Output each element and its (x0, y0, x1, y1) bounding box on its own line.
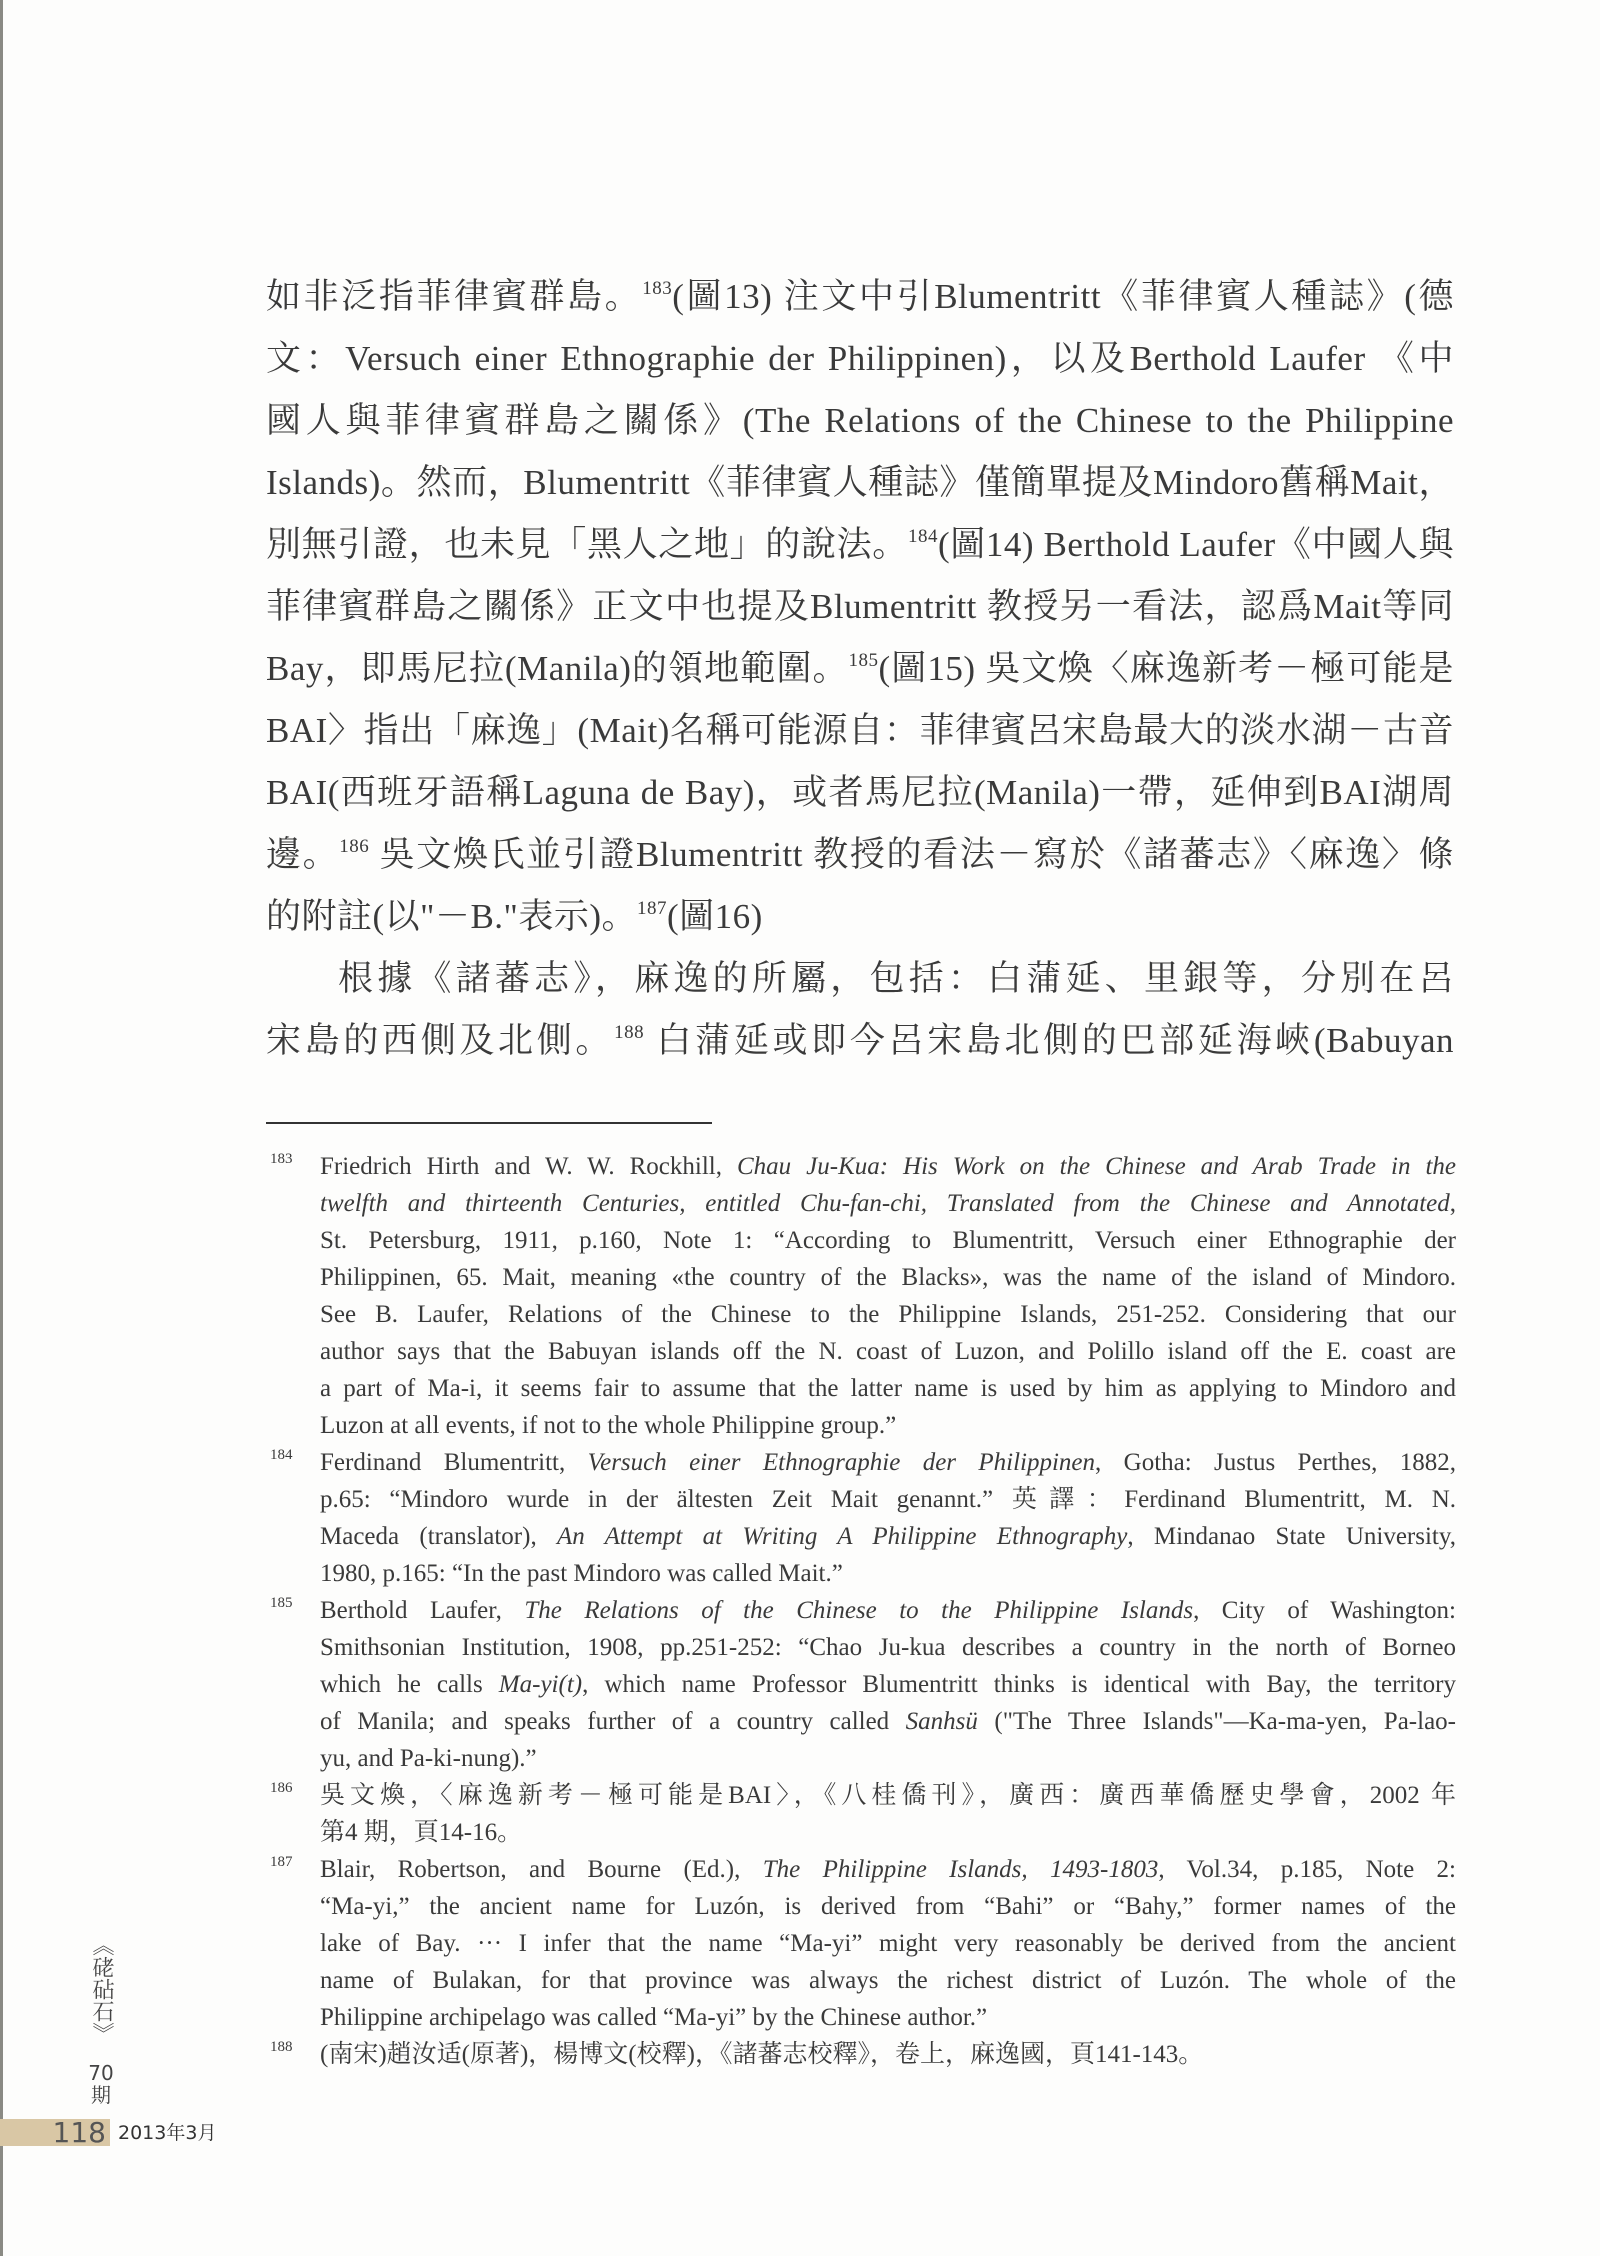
text-run: 1980, p.165: “In the past Mindoro was called Mait.” (320, 1560, 843, 1587)
footnote-line (320, 1851, 1456, 1888)
footnote-line (320, 1962, 1456, 1999)
text-run: (圖16) (666, 897, 763, 936)
journal-title: 《硓砧石》 (89, 1934, 114, 2044)
italic-title: twelfth and thirteenth Centuries, entitled Chu-fan-chi, Translated from the Chinese and Annotated (320, 1190, 1450, 1217)
body-line (266, 1010, 1454, 1072)
text-run: Islands)。然而，Blumentritt《菲律賓人種誌》僅簡單提及Mindoro舊稱Mait， (266, 463, 1454, 502)
text-run: Maceda (translator), (320, 1523, 558, 1550)
footnote-line (320, 1481, 1456, 1518)
page-edge (0, 0, 3, 2256)
body-line (266, 514, 1454, 576)
footnote-line (320, 1925, 1456, 1962)
text-run: Philippine archipelago was called “Ma-yi” by the Chinese author.” (320, 2004, 988, 2031)
text-run: 宋島的西側及北側。 (266, 1021, 615, 1060)
text-run: (南宋)趙汝适(原著)，楊博文(校釋)，《諸蕃志校釋》，卷上，麻逸國，頁141-143。 (320, 2041, 1204, 2068)
footnote (266, 1777, 1456, 1851)
footnote-ref: 186 (339, 836, 370, 857)
text-run: 文：Versuch einer Ethnographie der Philippinen)，以及Berthold Laufer 《中 (266, 339, 1454, 378)
text-run: lake of Bay. ··· I infer that the name “Ma-yi” might very reasonably be derived from the ancient (320, 1930, 1456, 1957)
text-run: 的附註(以"－B."表示)。 (266, 897, 637, 936)
text-run: Philippinen, 65. Mait, meaning «the country of the Blacks», was the name of the island of Mindoro. (320, 1264, 1456, 1291)
text-run: p.65: “Mindoro wurde in der ältesten Zeit Mait genannt.” 英譯：Ferdinand Blumentritt, M. N. (320, 1486, 1456, 1513)
footnote (266, 1444, 1456, 1592)
footnote-line (320, 1740, 1456, 1777)
body-line (266, 886, 1454, 948)
text-run: “Ma-yi,” the ancient name for Luzón, is derived from “Bahi” or “Bahy,” former names of the (320, 1893, 1456, 1920)
text-run: Smithsonian Institution, 1908, pp.251-252: “Chao Ju-kua describes a country in the north of Borneo (320, 1634, 1456, 1661)
footnote-number: 186 (270, 1780, 293, 1796)
text-run: 別無引證，也未見「黑人之地」的說法。 (266, 525, 908, 564)
footnote-line (320, 1333, 1456, 1370)
italic-title: An Attempt at Writing A Philippine Ethnography (557, 1523, 1128, 1550)
text-run: name of Bulakan, for that province was always the richest district of Luzón. The whole of the (320, 1967, 1456, 1994)
footnote-number: 183 (270, 1151, 293, 1167)
footnote-line (320, 1185, 1456, 1222)
body-line (266, 576, 1454, 638)
text-run: , Mindanao State University, (1127, 1523, 1456, 1550)
page-number: 118 (52, 2116, 106, 2149)
text-run: Friedrich Hirth and W. W. Rockhill, (320, 1153, 737, 1180)
footnote-ref: 187 (636, 898, 667, 919)
text-run: Luzon at all events, if not to the whole Philippine group.” (320, 1412, 897, 1439)
text-run: See B. Laufer, Relations of the Chinese to the Philippine Islands, 251-252. Considering that our (320, 1301, 1456, 1328)
text-run: 第4 期，頁14-16。 (320, 1819, 523, 1846)
footnote-line (320, 1407, 1456, 1444)
text-run: , which name Professor Blumentritt thinks is identical with Bay, the territory (582, 1671, 1456, 1698)
footnote-number: 187 (270, 1854, 293, 1870)
footnote-line (320, 1148, 1456, 1185)
text-run: ("The Three Islands"—Ka-ma-yen, Pa-lao- (977, 1708, 1456, 1735)
italic-title: The Philippine Islands, 1493-1803 (762, 1856, 1159, 1883)
footnote-ref: 183 (642, 278, 673, 299)
footnote-ref: 185 (848, 650, 879, 671)
text-run: 邊。 (266, 835, 340, 874)
body-line (266, 266, 1454, 328)
text-run: of Manila; and speaks further of a country called (320, 1708, 906, 1735)
footnote-line (320, 1703, 1456, 1740)
text-run: (圖15) 吳文煥〈麻逸新考－極可能是 (878, 649, 1454, 688)
italic-title: Versuch einer Ethnographie der Philippinen (587, 1449, 1096, 1476)
italic-title: Ma-yi(t) (498, 1671, 583, 1698)
text-run: 菲律賓群島之關係》正文中也提及Blumentritt 教授另一看法，認爲Mait等同 (266, 587, 1454, 626)
footnote-line (320, 1777, 1456, 1814)
italic-title: Chau Ju-Kua: His Work on the Chinese and Arab Trade in the (736, 1153, 1456, 1180)
body-line (266, 328, 1454, 390)
footnotes (266, 1148, 1456, 2073)
issue-date: 2013年3月 (118, 2122, 217, 2144)
footnote-line (320, 1666, 1456, 1703)
text-run: , Vol.34, p.185, Note 2: (1158, 1856, 1456, 1883)
text-run: St. Petersburg, 1911, p.160, Note 1: “According to Blumentritt, Versuch einer Ethnographie der (320, 1227, 1456, 1254)
text-run: 吳文煥，〈麻逸新考－極可能是BAI〉，《八桂僑刊》，廣西：廣西華僑歷史學會，2002 年 (320, 1782, 1456, 1809)
text-run: yu, and Pa-ki-nung).” (320, 1745, 537, 1772)
footnote-line (320, 1814, 1456, 1851)
body-line (266, 824, 1454, 886)
text-run: which he calls (320, 1671, 499, 1698)
footnote-number: 184 (270, 1447, 293, 1463)
text-run: Berthold Laufer, (320, 1597, 525, 1624)
text-run: (圖13) 注文中引Blumentritt《菲律賓人種誌》(德 (672, 277, 1454, 316)
footnote-ref: 188 (614, 1022, 645, 1043)
footnote-number: 185 (270, 1595, 293, 1611)
footnote-line (320, 1259, 1456, 1296)
footnote (266, 2036, 1456, 2073)
footnote (266, 1148, 1456, 1444)
text-run: a part of Ma-i, it seems fair to assume that the latter name is used by him as applying to Mindoro and (320, 1375, 1456, 1402)
footnote-line (320, 2036, 1456, 2073)
text-run: Ferdinand Blumentritt, (320, 1449, 588, 1476)
text-run: 國人與菲律賓群島之關係》(The Relations of the Chinese to the Philippine (266, 401, 1454, 440)
footnote-line (320, 1296, 1456, 1333)
body-line (266, 452, 1454, 514)
text-run: , Gotha: Justus Perthes, 1882, (1095, 1449, 1456, 1476)
text-run: BAI(西班牙語稱Laguna de Bay)，或者馬尼拉(Manila)一帶，延伸到BAI湖周 (266, 773, 1454, 812)
footnote-line (320, 1592, 1456, 1629)
italic-title: The Relations of the Chinese to the Philippine Islands (524, 1597, 1194, 1624)
footnote (266, 1851, 1456, 2036)
text-run: Bay，即馬尼拉(Manila)的領地範圍。 (266, 649, 849, 688)
italic-title: Sanhsü (905, 1708, 978, 1735)
footnote-line (320, 1222, 1456, 1259)
text-run: , (1449, 1190, 1456, 1217)
body-text (266, 266, 1454, 1072)
text-run: 吳文煥氏並引證Blumentritt 教授的看法－寫於《諸蕃志》〈麻逸〉條 (369, 835, 1454, 874)
text-run: 根據《諸蕃志》，麻逸的所屬，包括：白蒲延、里銀等，分別在呂 (338, 959, 1454, 998)
footnote-rule (266, 1122, 712, 1124)
text-run: BAI〉指出「麻逸」(Mait)名稱可能源自：菲律賓呂宋島最大的淡水湖－古音 (266, 711, 1454, 750)
footnote-line (320, 1370, 1456, 1407)
footnote-line (320, 1999, 1456, 2036)
footnote (266, 1592, 1456, 1777)
footnote-line (320, 1888, 1456, 1925)
footnote-number: 188 (270, 2039, 293, 2055)
issue-number: 70期 (88, 2061, 114, 2107)
page-number-tab (0, 2116, 110, 2149)
text-run: , City of Washington: (1193, 1597, 1456, 1624)
footnote-line (320, 1444, 1456, 1481)
body-line (266, 700, 1454, 762)
footnote-line (320, 1555, 1456, 1592)
text-run: Blair, Robertson, and Bourne (Ed.), (320, 1856, 763, 1883)
text-run: 如非泛指菲律賓群島。 (266, 277, 643, 316)
text-run: author says that the Babuyan islands off the N. coast of Luzon, and Polillo island off the E. coast are (320, 1338, 1456, 1365)
footnote-line (320, 1518, 1456, 1555)
text-run: (圖14) Berthold Laufer《中國人與 (937, 525, 1454, 564)
body-line (266, 948, 1454, 1010)
footnote-line (320, 1629, 1456, 1666)
footnote-ref: 184 (907, 526, 938, 547)
text-run: 白蒲延或即今呂宋島北側的巴部延海峽(Babuyan (644, 1021, 1454, 1060)
body-line (266, 638, 1454, 700)
body-line (266, 762, 1454, 824)
body-line (266, 390, 1454, 452)
